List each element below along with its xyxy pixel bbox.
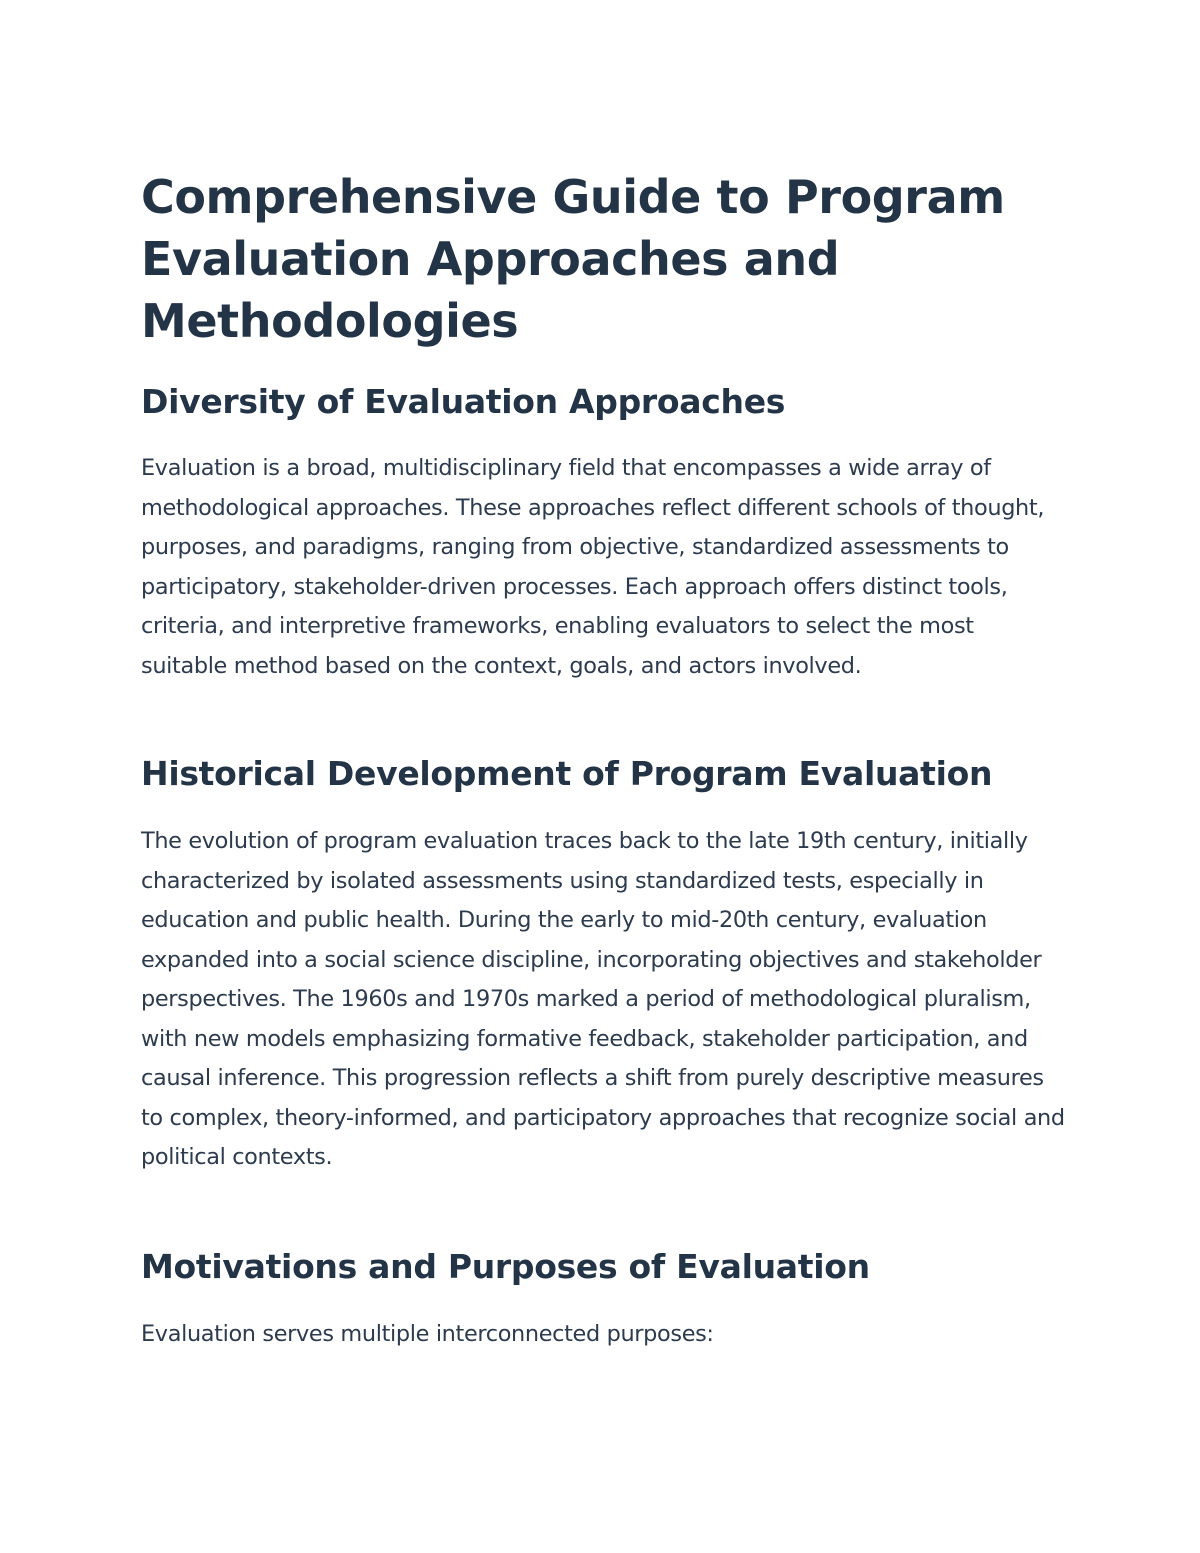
section-paragraph-history: The evolution of program evaluation traces back to the late 19th century, initially characterized by isolated assessments using standardized tests, especially in education and public health. During the early to mid-20th century, evaluation expanded into a social science discipline, incorporating objectives and stakeholder perspectives. The 1960s and 1970s marked a period of methodological pluralism, with new models emphasizing formative feedback, stakeholder participation, and causal inference. This progression reflects a shift from purely descriptive measures to complex, theory-informed, and participatory approaches that recognize social and political contexts.	[141, 828, 1065, 1170]
section-heading-motivations: Motivations and Purposes of Evaluation	[141, 1247, 870, 1286]
section-heading-history: Historical Development of Program Evaluation	[141, 754, 993, 793]
document-title: Comprehensive Guide to Program Evaluation Approaches and Methodologies	[141, 170, 1005, 348]
section-heading-diversity: Diversity of Evaluation Approaches	[141, 382, 786, 421]
section-paragraph-diversity: Evaluation is a broad, multidisciplinary field that encompasses a wide array of methodological approaches. These approaches reflect different schools of thought, purposes, and paradigms, ranging from objective, standardized assessments to participatory, stakeholder-driven processes. Each approach offers distinct tools, criteria, and interpretive frameworks, enabling evaluators to select the most suitable method based on the context, goals, and actors involved.	[141, 455, 1045, 679]
section-paragraph-motivations: Evaluation serves multiple interconnected purposes:	[141, 1321, 714, 1347]
